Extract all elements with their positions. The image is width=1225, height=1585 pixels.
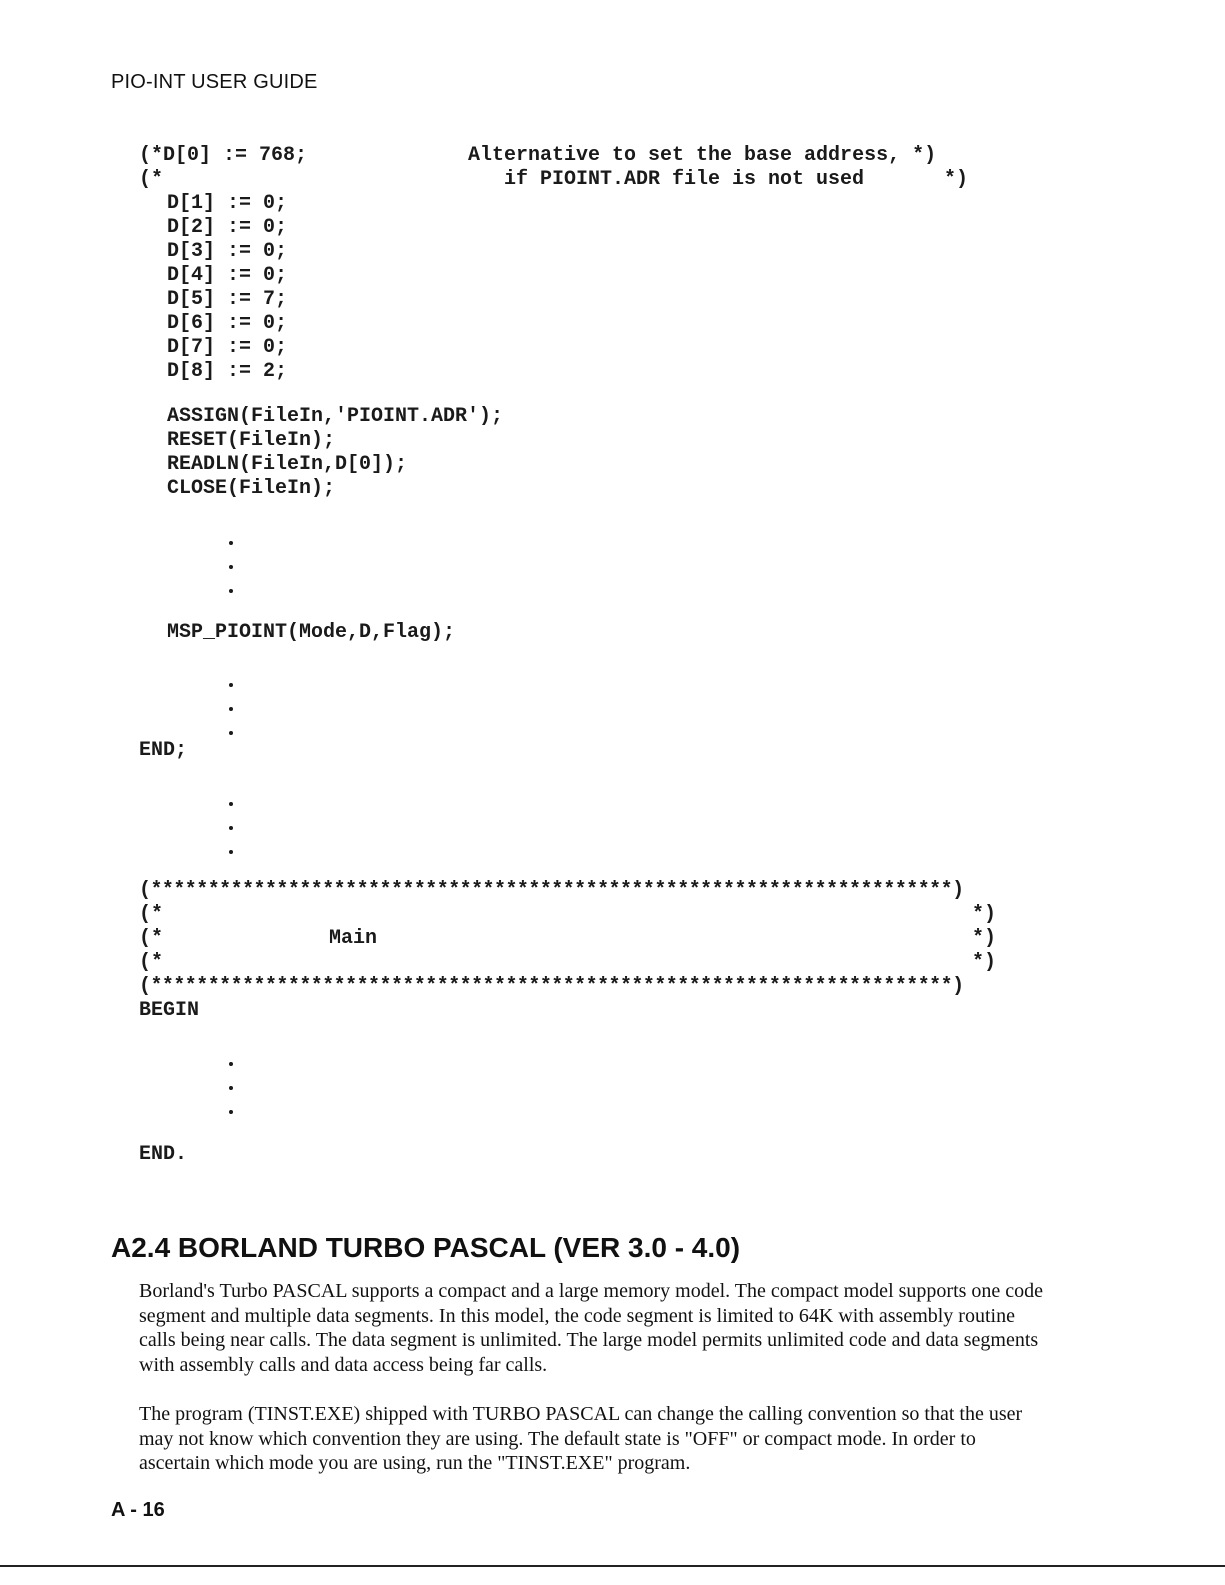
section-heading: A2.4 BORLAND TURBO PASCAL (VER 3.0 - 4.0) <box>111 1232 741 1263</box>
code-line: (* <box>139 903 164 926</box>
code-line: D[2] := 0; <box>167 216 288 239</box>
section-paragraph-2 <box>139 1402 1049 1476</box>
code-line: END; <box>139 739 188 762</box>
ellipsis-dot <box>229 541 233 545</box>
code-comment: if PIOINT.ADR file is not used <box>504 168 865 191</box>
code-line: READLN(FileIn,D[0]); <box>167 453 408 476</box>
code-line: (* <box>139 168 164 191</box>
ellipsis-dot <box>229 1110 233 1114</box>
code-comment-close: *) <box>972 927 997 950</box>
code-line: CLOSE(FileIn); <box>167 477 336 500</box>
paragraph-text: Borland's Turbo PASCAL supports a compact and a large memory model. The compact model supports one code segment and multiple data segments. In this model, the code segment is limited to 64K with assembly routine calls being near calls. The data segment is unlimited. The large model permits unlimited code and data segments with assembly calls and data access being far calls. <box>139 1280 1044 1376</box>
page-header-title: PIO-INT USER GUIDE <box>111 71 318 93</box>
code-line: D[6] := 0; <box>167 312 288 335</box>
code-line: D[5] := 7; <box>167 288 288 311</box>
ellipsis-dot <box>229 850 233 854</box>
code-line: END. <box>139 1143 188 1166</box>
code-line: (*D[0] := 768; <box>139 144 308 167</box>
code-line: D[8] := 2; <box>167 360 288 383</box>
ellipsis-dot <box>229 589 233 593</box>
page-bottom-rule <box>0 1565 1225 1567</box>
paragraph-text: The program (TINST.EXE) shipped with TURBO PASCAL can change the calling convention so that the user may not know which convention they are using. The default state is "OFF" or compact mode. In order to ascertain which mode you are using, run the "TINST.EXE" program. <box>139 1403 1023 1474</box>
page-number: A - 16 <box>111 1499 165 1521</box>
code-line: BEGIN <box>139 999 200 1022</box>
ellipsis-dot <box>229 731 233 735</box>
code-comment: Alternative to set the base address, *) <box>468 144 937 167</box>
ellipsis-dot <box>229 1062 233 1066</box>
code-line: D[4] := 0; <box>167 264 288 287</box>
ellipsis-dot <box>229 802 233 806</box>
section-paragraph-1 <box>139 1279 1049 1377</box>
code-line: (* <box>139 927 164 950</box>
code-banner-border: (**********************************************************************) <box>139 975 964 998</box>
ellipsis-dot <box>229 707 233 711</box>
code-line: MSP_PIOINT(Mode,D,Flag); <box>167 621 456 644</box>
code-banner-border: (**********************************************************************) <box>139 879 964 902</box>
code-line: ASSIGN(FileIn,'PIOINT.ADR'); <box>167 405 504 428</box>
code-line: D[7] := 0; <box>167 336 288 359</box>
ellipsis-dot <box>229 565 233 569</box>
ellipsis-dot <box>229 826 233 830</box>
code-comment-close: *) <box>972 903 997 926</box>
code-line: (* <box>139 951 164 974</box>
ellipsis-dot <box>229 1086 233 1090</box>
ellipsis-dot <box>229 683 233 687</box>
code-line: D[1] := 0; <box>167 192 288 215</box>
code-comment-close: *) <box>972 951 997 974</box>
code-line: D[3] := 0; <box>167 240 288 263</box>
code-line: RESET(FileIn); <box>167 429 336 452</box>
code-comment-close: *) <box>944 168 969 191</box>
code-banner-title: Main <box>329 927 378 950</box>
